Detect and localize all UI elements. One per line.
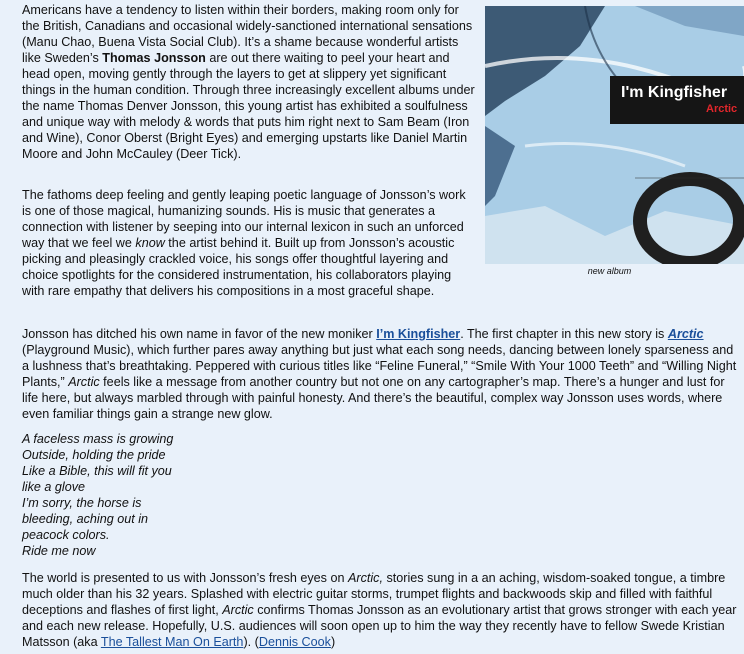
image-caption: new album [587,266,632,276]
paragraph-intro: Americans have a tendency to listen within their borders, making room only for the British, Canadians and occasional widely-sanctioned international sensations (Manu Chao, Buena Vista Social Club). It’s a shame because wonderful artists like Sweden’s Thomas Jonsson are out there waiting to peel your heart and head open, moving gently through the layers to get at slippery yet significant things in the human condition. Through three increasingly excellent albums under the name Thomas Denver Jonsson, this young artist has exhibited a soulfulness and unique way with melody & words that puts him right next to Sam Beam (Iron and Wine), Conor Oberst (Bright Eyes) and emerging upstarts like Daniel Martin Moore and John McCauley (Deer Tick). [22,3,475,161]
album-figure [485,6,744,277]
lyric-line: peacock colors. [22,528,110,542]
lyric-line: like a glove [22,480,86,494]
author-link[interactable]: Dennis Cook [258,635,331,649]
lyrics-quote [22,431,222,559]
album-cover-image[interactable] [485,6,744,264]
album-artist-text: I'm Kingfisher [621,84,728,101]
paragraph-moniker: Jonsson has ditched his own name in favor of the new moniker I’m Kingfisher. The first chapter in this new story is Arctic (Playground Music), which further pares away anything but just what each song needs, dancing between lonely sparseness and a lushness that’s breathtaking. Peppered with curious titles like “Feline Funeral,” “Smile With Your 1000 Teeth” and “Willing Night Plants,” Arctic feels like a message from another country but not one on any cartographer’s map. There’s a hunger and lust for life here, but always marbled through with painful honesty. And there’s the beautiful, complex way Jonsson uses words, where even familiar things gain a strange new glow. [22,327,737,421]
lyric-line: Ride me now [22,544,96,558]
lyric-line: Like a Bible, this will fit you [22,464,172,478]
lyric-line: A faceless mass is growing [22,432,174,446]
artist-name: Thomas Jonsson [102,51,206,65]
arctic-link[interactable]: Arctic [667,327,704,341]
lyric-line: Outside, holding the pride [22,448,166,462]
im-kingfisher-link[interactable]: I’m Kingfisher [376,327,461,341]
lyric-line: I’m sorry, the horse is [22,496,142,510]
tallest-man-link[interactable]: The Tallest Man On Earth [100,635,244,649]
paragraph-conclusion: The world is presented to us with Jonsson’s fresh eyes on Arctic, stories sung in a an aching, wisdom-soaked tongue, a timbre much older than his 32 years. Splashed with electric guitar storms, trumpet flights and backwoods skip and filled with faithful deceptions and flashes of first light, Arctic confirms Thomas Jonsson as an evolutionary artist that grows stronger with each year and each new release. Hopefully, U.S. audiences will soon open up to him the way they recently have to fellow Swede Kristian Matsson (aka The Tallest Man On Earth). (Dennis Cook) [22,571,737,649]
lyric-line: bleeding, aching out in [22,512,149,526]
album-title-text: Arctic [706,103,738,115]
paragraph-feeling: The fathoms deep feeling and gently leaping poetic language of Jonsson’s work is one of those magical, humanizing sounds. His is music that generates a connection with listener by seeping into our internal lexicon in such an unforced way that we feel we know the artist behind it. Built up from Jonsson’s acoustic picking and pleasingly crackled voice, his songs offer thoughtful layering and choice spotlights for the considered instrumentation, his collaborators playing with rare empathy that delivers his compositions in a most graceful shape. [22,188,466,298]
